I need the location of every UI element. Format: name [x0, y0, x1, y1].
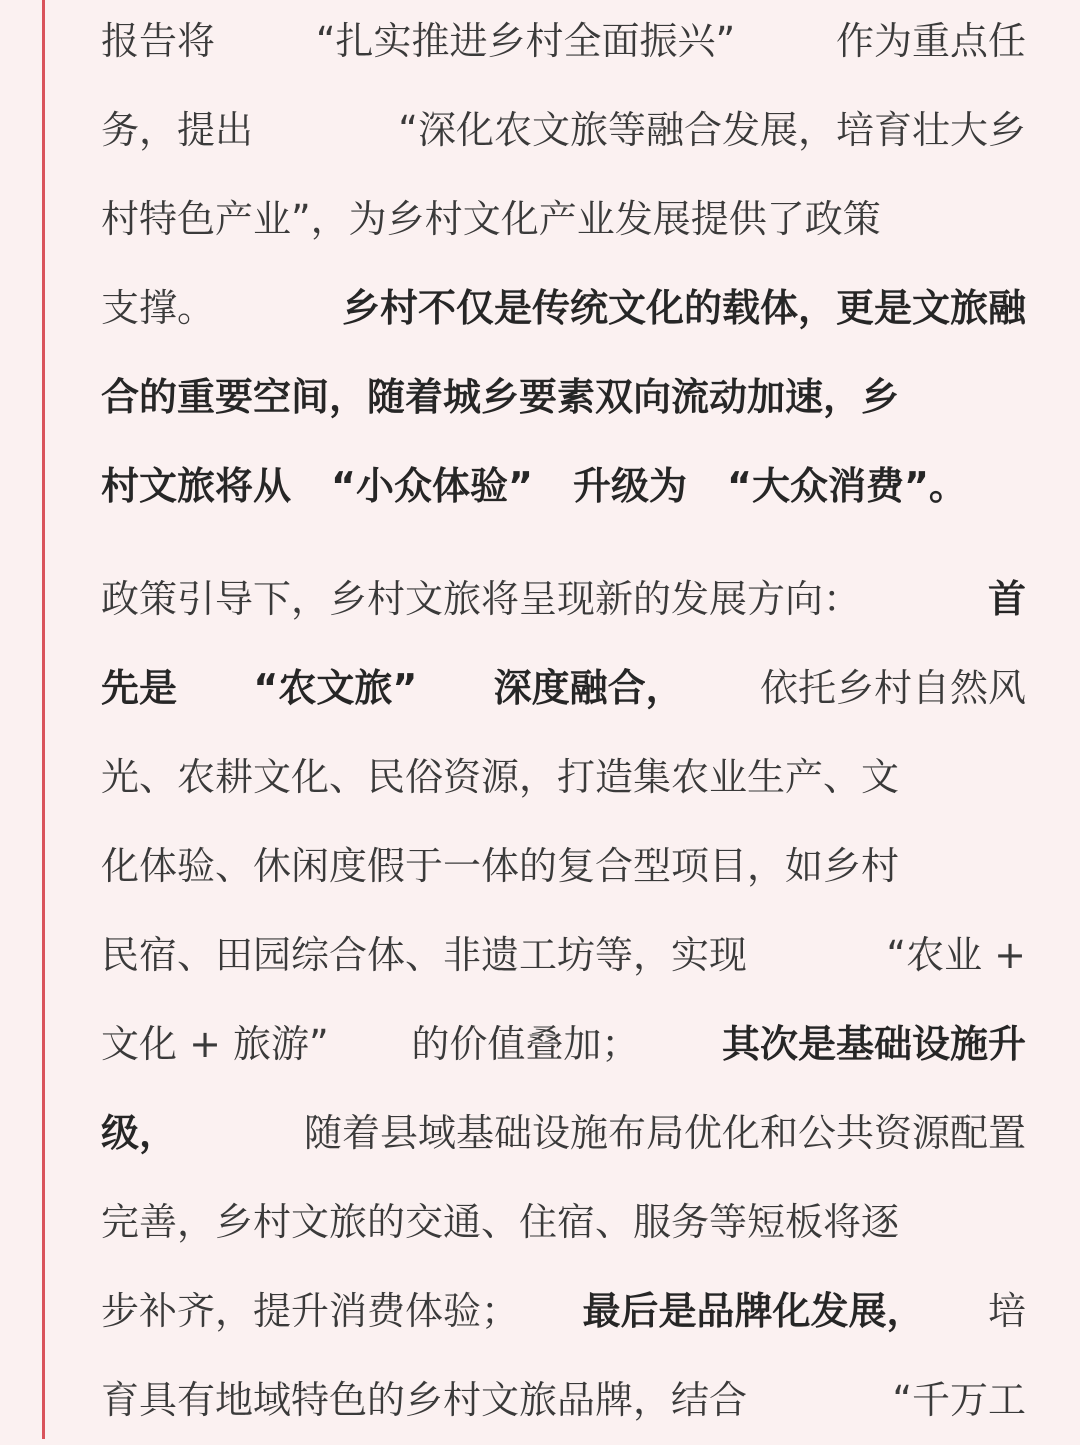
text-segment: 报告将 [101, 19, 216, 63]
text-segment: 民宿、田园综合体、非遗工坊等，实现 [101, 933, 748, 977]
text-line [101, 1178, 1026, 1267]
text-segment: 依托乡村自然风 [759, 666, 1026, 710]
left-accent-border [42, 0, 45, 1439]
text-line [101, 1089, 1026, 1178]
article-body [101, 0, 1026, 1445]
text-line [101, 264, 1026, 353]
bold-text-segment: “大众消费”。 [726, 464, 967, 508]
bold-text-segment: 级， [101, 1111, 178, 1155]
paragraph-2 [101, 555, 1026, 1445]
text-segment: 务，提出 [101, 108, 254, 152]
text-segment: “千万工 [892, 1378, 1026, 1422]
bold-text-segment: “小众体验” [331, 464, 533, 508]
text-segment: “扎实推进乡村全面振兴” [315, 19, 736, 63]
text-segment: 光、农耕文化、民俗资源，打造集农业生产、文 [101, 755, 900, 799]
bold-text-segment: 合的重要空间，随着城乡要素双向流动加速，乡 [101, 375, 900, 419]
bold-text-segment: 深度融合， [493, 666, 684, 710]
text-line [101, 733, 1026, 822]
text-segment: 化体验、休闲度假于一体的复合型项目，如乡村 [101, 844, 900, 888]
text-segment: 完善，乡村文旅的交通、住宿、服务等短板将逐 [101, 1200, 900, 1244]
text-segment: “农业 + [886, 933, 1026, 977]
text-line [101, 1356, 1026, 1445]
bold-text-segment: 首 [987, 577, 1026, 621]
text-segment: 作为重点任 [835, 19, 1026, 63]
text-segment: 育具有地域特色的乡村文旅品牌，结合 [101, 1378, 748, 1422]
text-line [101, 1267, 1026, 1356]
bold-text-segment: 升级为 [572, 464, 687, 508]
text-segment: 随着县域基础设施布局优化和公共资源配置 [303, 1111, 1026, 1155]
text-line [101, 1000, 1026, 1089]
text-line [101, 86, 1026, 175]
text-line [101, 822, 1026, 911]
text-segment: 培 [987, 1289, 1026, 1333]
bold-text-segment: 村文旅将从 [101, 464, 292, 508]
text-line [101, 0, 1026, 86]
bold-text-segment: “农文旅” [253, 666, 418, 710]
bold-text-segment: 先是 [101, 666, 178, 710]
text-line [101, 175, 1026, 264]
bold-text-segment: 其次是基础设施升 [721, 1022, 1026, 1066]
text-segment: “深化农文旅等融合发展，培育壮大乡 [398, 108, 1026, 152]
text-line [101, 555, 1026, 644]
bold-text-segment: 乡村不仅是传统文化的载体，更是文旅融 [341, 286, 1026, 330]
text-segment: 的价值叠加； [411, 1022, 640, 1066]
text-line [101, 644, 1026, 733]
text-segment: 村特色产业”，为乡村文化产业发展提供了政策 [101, 197, 881, 241]
text-line [101, 442, 1026, 531]
text-line [101, 911, 1026, 1000]
text-segment: 文化 + 旅游” [101, 1022, 329, 1066]
text-segment: 支撑。 [101, 286, 216, 330]
text-segment: 政策引导下，乡村文旅将呈现新的发展方向： [101, 577, 862, 621]
text-segment: 步补齐，提升消费体验； [101, 1289, 520, 1333]
paragraph-1 [101, 0, 1026, 531]
text-line [101, 353, 1026, 442]
bold-text-segment: 最后是品牌化发展， [582, 1289, 925, 1333]
